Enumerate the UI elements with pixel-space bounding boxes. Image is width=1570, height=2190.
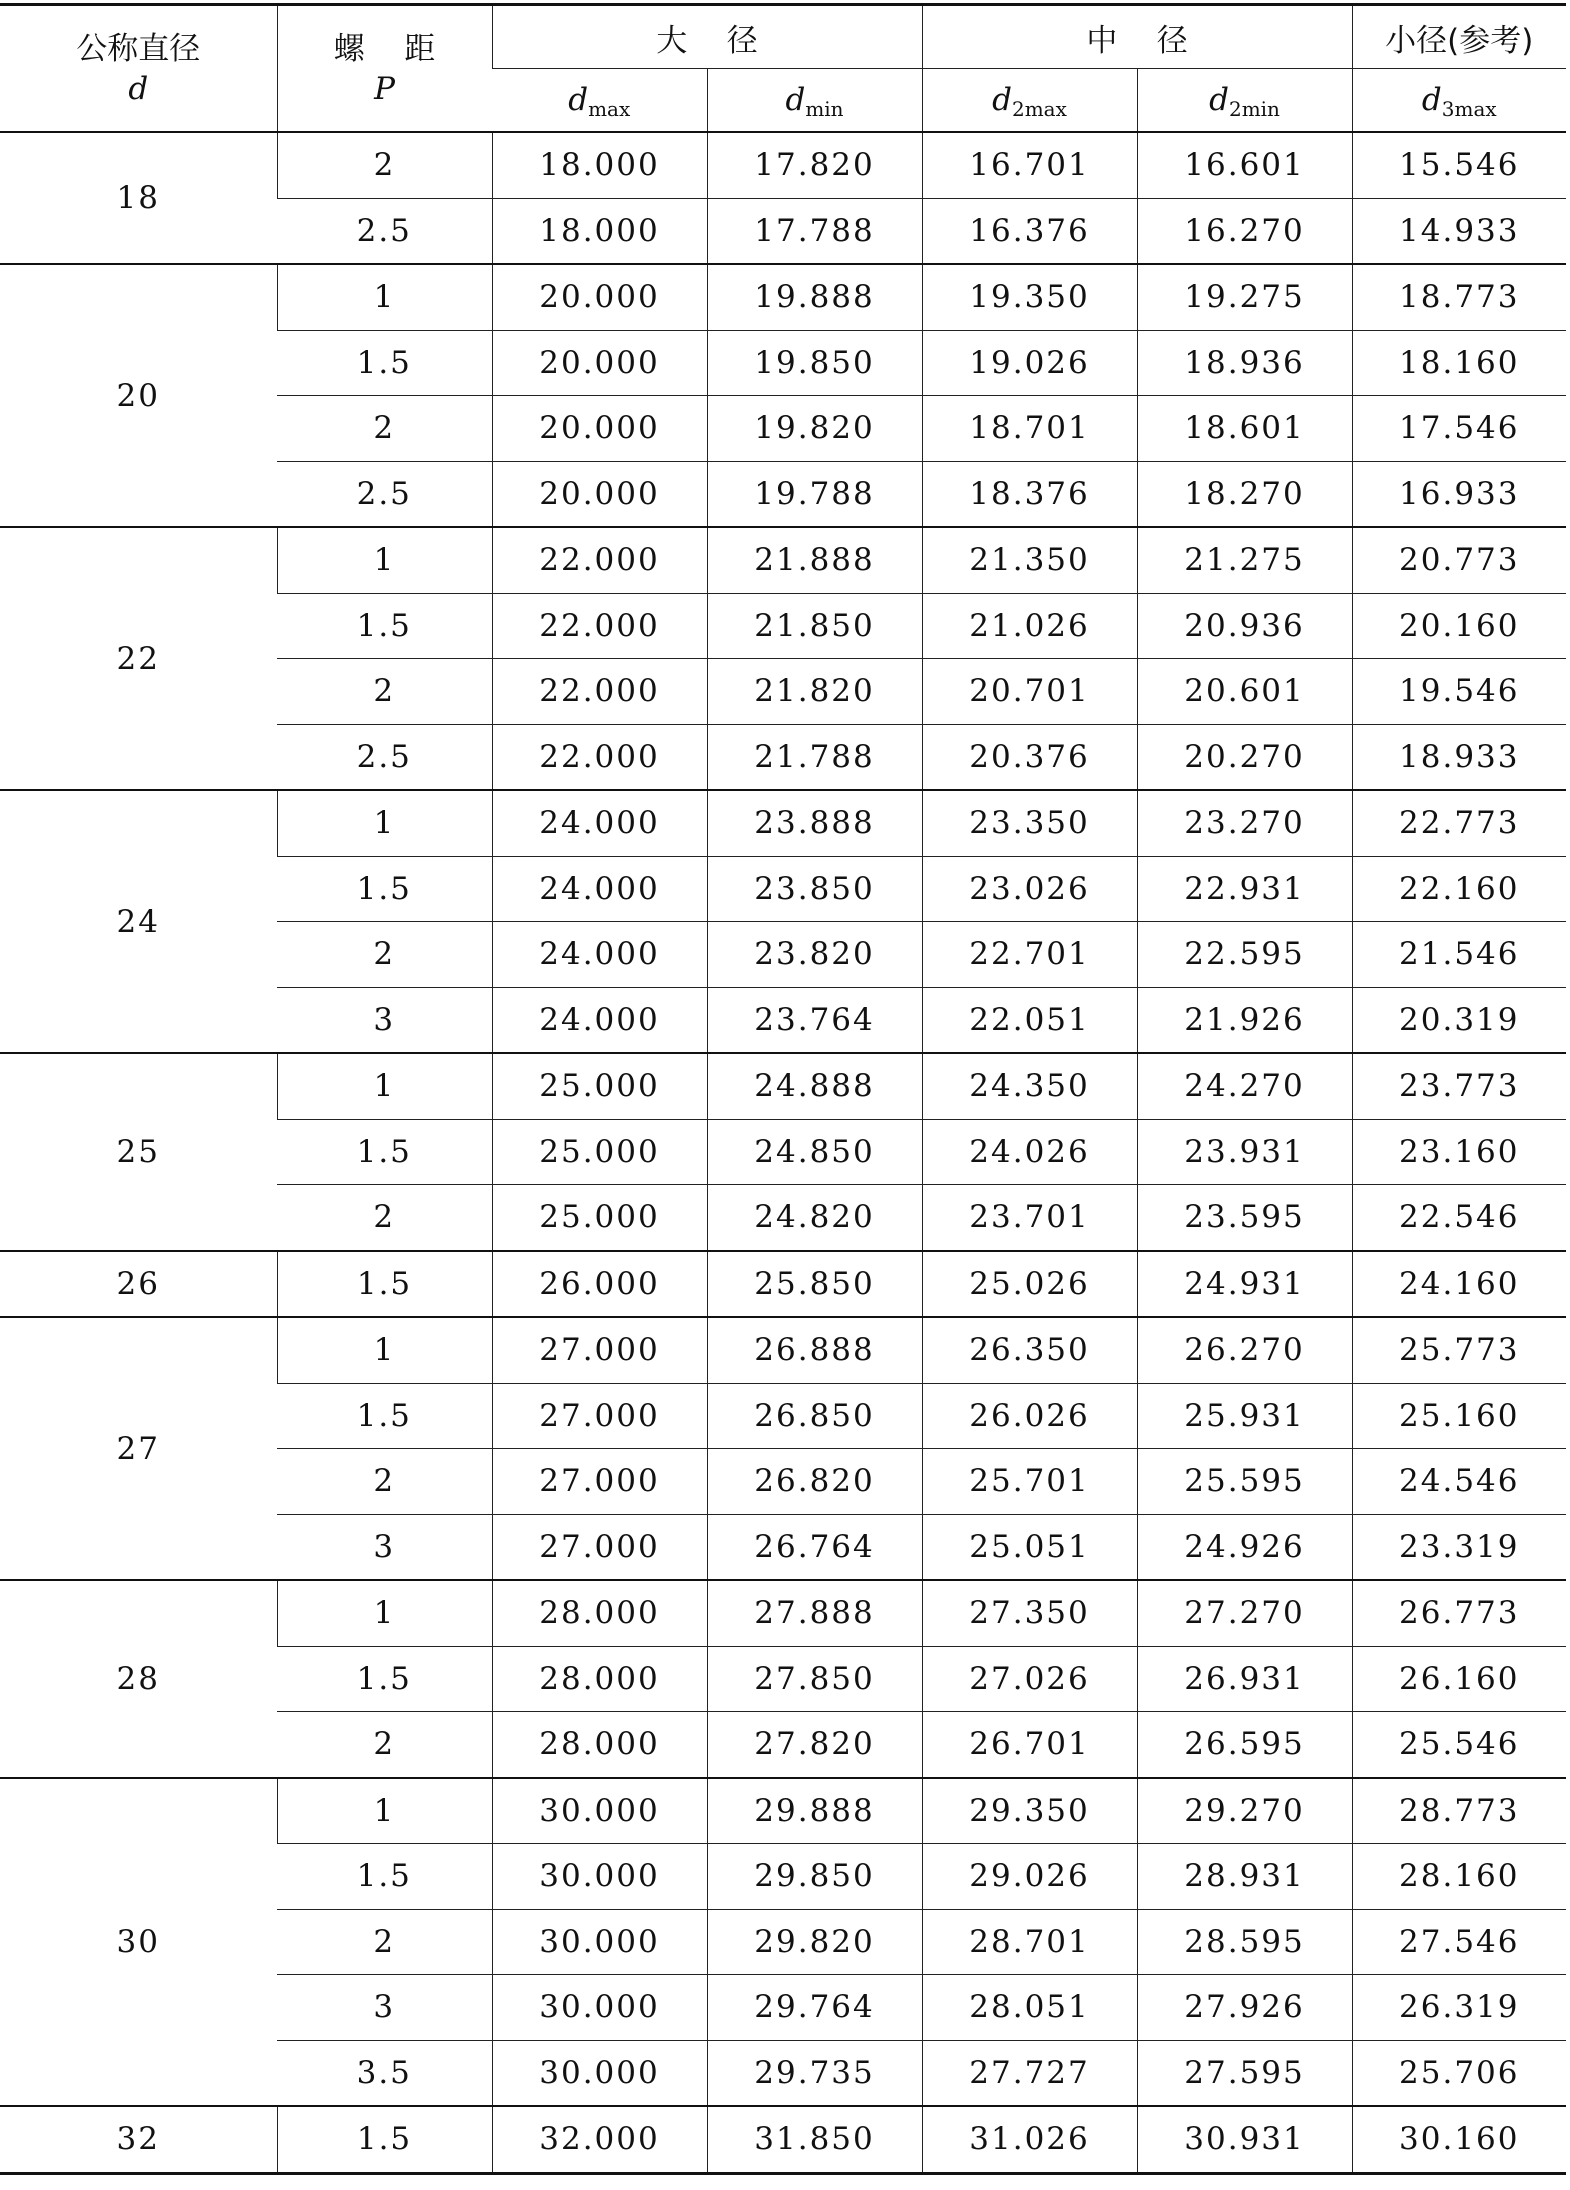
cell-d3max: 28.773 xyxy=(1352,1778,1566,1844)
cell-d3max: 20.160 xyxy=(1352,593,1566,659)
cell-d2min: 20.936 xyxy=(1137,593,1352,659)
cell-dmin: 27.850 xyxy=(707,1646,922,1712)
cell-dmax: 30.000 xyxy=(492,1844,707,1910)
cell-p: 2 xyxy=(277,922,492,988)
cell-p: 3 xyxy=(277,1514,492,1580)
cell-dmin: 17.820 xyxy=(707,132,922,198)
cell-p: 1.5 xyxy=(277,330,492,396)
cell-dmax: 18.000 xyxy=(492,198,707,264)
cell-p: 1 xyxy=(277,527,492,593)
cell-d2max: 29.026 xyxy=(922,1844,1137,1910)
header-pitch-label: 螺 距 xyxy=(333,30,436,67)
cell-dmin: 24.850 xyxy=(707,1119,922,1185)
cell-dmin: 19.820 xyxy=(707,396,922,462)
table-body xyxy=(0,132,1566,2173)
header-pitch-symbol: P xyxy=(374,70,395,107)
cell-d2max: 26.026 xyxy=(922,1383,1137,1449)
header-row-top xyxy=(0,5,1566,69)
header-dmin xyxy=(707,69,922,133)
cell-p: 3 xyxy=(277,987,492,1053)
cell-dmin: 19.888 xyxy=(707,264,922,330)
cell-dmin: 24.820 xyxy=(707,1185,922,1251)
header-d2max xyxy=(922,69,1137,133)
cell-dmin: 23.888 xyxy=(707,790,922,856)
header-d3max-subscript: 3max xyxy=(1441,97,1497,121)
table-row xyxy=(0,1053,1566,1119)
cell-dmax: 28.000 xyxy=(492,1646,707,1712)
cell-d2max: 29.350 xyxy=(922,1778,1137,1844)
cell-dmax: 20.000 xyxy=(492,461,707,527)
cell-d2max: 23.701 xyxy=(922,1185,1137,1251)
cell-dmax: 24.000 xyxy=(492,922,707,988)
cell-nominal-diameter: 20 xyxy=(0,264,277,527)
cell-p: 1.5 xyxy=(277,1251,492,1318)
header-d2min xyxy=(1137,69,1352,133)
cell-dmin: 25.850 xyxy=(707,1251,922,1318)
cell-d2min: 18.270 xyxy=(1137,461,1352,527)
cell-p: 3.5 xyxy=(277,2040,492,2106)
cell-dmin: 17.788 xyxy=(707,198,922,264)
cell-dmax: 30.000 xyxy=(492,1909,707,1975)
header-nominal-label: 公称直径 xyxy=(76,30,201,67)
cell-d3max: 17.546 xyxy=(1352,396,1566,462)
header-nominal-symbol: d xyxy=(128,70,149,107)
cell-p: 2 xyxy=(277,132,492,198)
table-row xyxy=(0,790,1566,856)
cell-nominal-diameter: 24 xyxy=(0,790,277,1053)
cell-dmax: 24.000 xyxy=(492,856,707,922)
cell-dmin: 29.764 xyxy=(707,1975,922,2041)
cell-d3max: 18.933 xyxy=(1352,724,1566,790)
cell-dmax: 24.000 xyxy=(492,987,707,1053)
cell-d2min: 23.931 xyxy=(1137,1119,1352,1185)
cell-dmin: 23.850 xyxy=(707,856,922,922)
table-header xyxy=(0,5,1566,133)
table-row xyxy=(0,2106,1566,2173)
cell-p: 1 xyxy=(277,1317,492,1383)
cell-nominal-diameter: 30 xyxy=(0,1778,277,2107)
cell-d2max: 16.376 xyxy=(922,198,1137,264)
cell-d2min: 16.601 xyxy=(1137,132,1352,198)
cell-d2min: 20.270 xyxy=(1137,724,1352,790)
cell-dmax: 25.000 xyxy=(492,1119,707,1185)
cell-d2min: 20.601 xyxy=(1137,659,1352,725)
cell-d3max: 14.933 xyxy=(1352,198,1566,264)
table-row xyxy=(0,1778,1566,1844)
cell-d3max: 23.160 xyxy=(1352,1119,1566,1185)
cell-p: 1.5 xyxy=(277,856,492,922)
cell-dmin: 26.850 xyxy=(707,1383,922,1449)
header-dmax-base: d xyxy=(568,82,589,118)
cell-dmin: 26.764 xyxy=(707,1514,922,1580)
cell-d3max: 15.546 xyxy=(1352,132,1566,198)
cell-dmin: 29.820 xyxy=(707,1909,922,1975)
header-d3max-base: d xyxy=(1421,82,1442,118)
cell-dmax: 20.000 xyxy=(492,330,707,396)
cell-dmax: 24.000 xyxy=(492,790,707,856)
header-minor-diameter: 小径(参考) xyxy=(1352,5,1566,69)
table-row xyxy=(0,132,1566,198)
cell-d2min: 26.931 xyxy=(1137,1646,1352,1712)
cell-dmin: 23.764 xyxy=(707,987,922,1053)
header-d2max-base: d xyxy=(992,82,1012,118)
cell-dmax: 30.000 xyxy=(492,1975,707,2041)
cell-d3max: 22.160 xyxy=(1352,856,1566,922)
cell-d3max: 23.773 xyxy=(1352,1053,1566,1119)
cell-d2min: 21.926 xyxy=(1137,987,1352,1053)
cell-p: 1 xyxy=(277,264,492,330)
cell-d2max: 27.350 xyxy=(922,1580,1137,1646)
cell-d2max: 26.350 xyxy=(922,1317,1137,1383)
cell-d2max: 21.350 xyxy=(922,527,1137,593)
cell-d2max: 24.026 xyxy=(922,1119,1137,1185)
table-row xyxy=(0,1317,1566,1383)
cell-dmax: 28.000 xyxy=(492,1712,707,1778)
cell-p: 1 xyxy=(277,790,492,856)
cell-d2min: 18.601 xyxy=(1137,396,1352,462)
cell-d2max: 28.051 xyxy=(922,1975,1137,2041)
cell-dmax: 22.000 xyxy=(492,593,707,659)
cell-d2min: 24.270 xyxy=(1137,1053,1352,1119)
cell-dmin: 21.820 xyxy=(707,659,922,725)
cell-dmin: 21.888 xyxy=(707,527,922,593)
cell-dmax: 28.000 xyxy=(492,1580,707,1646)
cell-d3max: 26.773 xyxy=(1352,1580,1566,1646)
cell-dmax: 27.000 xyxy=(492,1449,707,1515)
cell-d2min: 25.931 xyxy=(1137,1383,1352,1449)
cell-d2min: 21.275 xyxy=(1137,527,1352,593)
cell-d2max: 18.376 xyxy=(922,461,1137,527)
cell-d3max: 18.773 xyxy=(1352,264,1566,330)
thread-dimension-table xyxy=(0,3,1566,2175)
cell-nominal-diameter: 26 xyxy=(0,1251,277,1318)
cell-dmin: 23.820 xyxy=(707,922,922,988)
cell-d2max: 20.701 xyxy=(922,659,1137,725)
cell-d2max: 25.026 xyxy=(922,1251,1137,1318)
table-row xyxy=(0,264,1566,330)
cell-dmax: 20.000 xyxy=(492,264,707,330)
cell-p: 2 xyxy=(277,1909,492,1975)
cell-p: 3 xyxy=(277,1975,492,2041)
cell-dmax: 20.000 xyxy=(492,396,707,462)
cell-d3max: 24.546 xyxy=(1352,1449,1566,1515)
cell-dmin: 26.820 xyxy=(707,1449,922,1515)
cell-p: 1.5 xyxy=(277,2106,492,2173)
cell-p: 1.5 xyxy=(277,1646,492,1712)
cell-dmin: 29.735 xyxy=(707,2040,922,2106)
table-row xyxy=(0,527,1566,593)
cell-d2max: 23.350 xyxy=(922,790,1137,856)
cell-d2max: 22.051 xyxy=(922,987,1137,1053)
header-dmin-subscript: min xyxy=(805,97,844,121)
cell-d3max: 24.160 xyxy=(1352,1251,1566,1318)
table-row xyxy=(0,1580,1566,1646)
cell-nominal-diameter: 27 xyxy=(0,1317,277,1580)
cell-d3max: 20.319 xyxy=(1352,987,1566,1053)
cell-d2max: 19.026 xyxy=(922,330,1137,396)
cell-d2max: 25.701 xyxy=(922,1449,1137,1515)
cell-d3max: 25.706 xyxy=(1352,2040,1566,2106)
cell-d2max: 18.701 xyxy=(922,396,1137,462)
cell-d2min: 24.926 xyxy=(1137,1514,1352,1580)
cell-d3max: 19.546 xyxy=(1352,659,1566,725)
cell-p: 2 xyxy=(277,1185,492,1251)
cell-dmin: 19.788 xyxy=(707,461,922,527)
cell-d2max: 25.051 xyxy=(922,1514,1137,1580)
cell-d2max: 16.701 xyxy=(922,132,1137,198)
cell-dmin: 31.850 xyxy=(707,2106,922,2173)
cell-dmin: 19.850 xyxy=(707,330,922,396)
header-d2max-subscript: 2max xyxy=(1011,97,1067,121)
cell-dmin: 27.820 xyxy=(707,1712,922,1778)
cell-p: 2 xyxy=(277,396,492,462)
cell-d2min: 27.595 xyxy=(1137,2040,1352,2106)
cell-dmax: 27.000 xyxy=(492,1514,707,1580)
cell-d3max: 25.546 xyxy=(1352,1712,1566,1778)
cell-p: 1 xyxy=(277,1053,492,1119)
cell-d3max: 25.773 xyxy=(1352,1317,1566,1383)
cell-nominal-diameter: 32 xyxy=(0,2106,277,2173)
header-d2min-base: d xyxy=(1209,82,1229,118)
cell-dmax: 27.000 xyxy=(492,1317,707,1383)
cell-d2min: 18.936 xyxy=(1137,330,1352,396)
cell-d3max: 22.546 xyxy=(1352,1185,1566,1251)
cell-d2min: 22.595 xyxy=(1137,922,1352,988)
cell-dmax: 25.000 xyxy=(492,1053,707,1119)
cell-d3max: 21.546 xyxy=(1352,922,1566,988)
header-dmax-subscript: max xyxy=(588,97,631,121)
cell-p: 2.5 xyxy=(277,198,492,264)
header-d3max xyxy=(1352,69,1566,133)
cell-dmax: 25.000 xyxy=(492,1185,707,1251)
cell-d2min: 19.275 xyxy=(1137,264,1352,330)
cell-dmax: 26.000 xyxy=(492,1251,707,1318)
cell-p: 1.5 xyxy=(277,1844,492,1910)
cell-p: 2 xyxy=(277,1449,492,1515)
cell-d2min: 29.270 xyxy=(1137,1778,1352,1844)
cell-d2min: 28.595 xyxy=(1137,1909,1352,1975)
cell-d3max: 20.773 xyxy=(1352,527,1566,593)
header-major-diameter: 大 径 xyxy=(492,5,922,69)
header-nominal-diameter xyxy=(0,5,277,133)
cell-nominal-diameter: 22 xyxy=(0,527,277,790)
cell-d3max: 27.546 xyxy=(1352,1909,1566,1975)
header-pitch-diameter: 中 径 xyxy=(922,5,1352,69)
cell-d3max: 28.160 xyxy=(1352,1844,1566,1910)
cell-nominal-diameter: 25 xyxy=(0,1053,277,1251)
cell-p: 2 xyxy=(277,659,492,725)
cell-d2max: 19.350 xyxy=(922,264,1137,330)
cell-d3max: 18.160 xyxy=(1352,330,1566,396)
cell-d2min: 24.931 xyxy=(1137,1251,1352,1318)
cell-d3max: 16.933 xyxy=(1352,461,1566,527)
cell-dmin: 29.888 xyxy=(707,1778,922,1844)
cell-d2max: 21.026 xyxy=(922,593,1137,659)
cell-d2min: 27.926 xyxy=(1137,1975,1352,2041)
cell-dmax: 30.000 xyxy=(492,2040,707,2106)
cell-d2max: 23.026 xyxy=(922,856,1137,922)
cell-p: 1 xyxy=(277,1778,492,1844)
cell-d3max: 26.160 xyxy=(1352,1646,1566,1712)
cell-d2max: 31.026 xyxy=(922,2106,1137,2173)
cell-p: 2.5 xyxy=(277,724,492,790)
cell-d3max: 25.160 xyxy=(1352,1383,1566,1449)
cell-dmin: 21.850 xyxy=(707,593,922,659)
cell-dmax: 18.000 xyxy=(492,132,707,198)
cell-dmin: 26.888 xyxy=(707,1317,922,1383)
cell-d3max: 23.319 xyxy=(1352,1514,1566,1580)
cell-nominal-diameter: 28 xyxy=(0,1580,277,1778)
cell-dmax: 22.000 xyxy=(492,724,707,790)
cell-d3max: 30.160 xyxy=(1352,2106,1566,2173)
cell-dmax: 22.000 xyxy=(492,527,707,593)
cell-d2min: 23.270 xyxy=(1137,790,1352,856)
cell-p: 1.5 xyxy=(277,1383,492,1449)
cell-d2max: 26.701 xyxy=(922,1712,1137,1778)
cell-d2max: 22.701 xyxy=(922,922,1137,988)
cell-d2min: 28.931 xyxy=(1137,1844,1352,1910)
cell-dmax: 27.000 xyxy=(492,1383,707,1449)
cell-d2min: 22.931 xyxy=(1137,856,1352,922)
cell-p: 1.5 xyxy=(277,593,492,659)
header-dmin-base: d xyxy=(785,82,806,118)
cell-dmin: 27.888 xyxy=(707,1580,922,1646)
cell-d2min: 16.270 xyxy=(1137,198,1352,264)
cell-dmax: 30.000 xyxy=(492,1778,707,1844)
cell-p: 1.5 xyxy=(277,1119,492,1185)
cell-dmax: 32.000 xyxy=(492,2106,707,2173)
cell-d2min: 26.595 xyxy=(1137,1712,1352,1778)
cell-dmin: 24.888 xyxy=(707,1053,922,1119)
cell-p: 2 xyxy=(277,1712,492,1778)
cell-d2min: 23.595 xyxy=(1137,1185,1352,1251)
cell-dmin: 29.850 xyxy=(707,1844,922,1910)
cell-dmax: 22.000 xyxy=(492,659,707,725)
cell-d3max: 26.319 xyxy=(1352,1975,1566,2041)
cell-nominal-diameter: 18 xyxy=(0,132,277,264)
cell-d2max: 27.026 xyxy=(922,1646,1137,1712)
header-dmax xyxy=(492,69,707,133)
cell-d2max: 24.350 xyxy=(922,1053,1137,1119)
table-row xyxy=(0,1251,1566,1318)
cell-d2min: 25.595 xyxy=(1137,1449,1352,1515)
cell-p: 1 xyxy=(277,1580,492,1646)
cell-d2min: 27.270 xyxy=(1137,1580,1352,1646)
cell-p: 2.5 xyxy=(277,461,492,527)
cell-d2min: 26.270 xyxy=(1137,1317,1352,1383)
header-pitch xyxy=(277,5,492,133)
header-d2min-subscript: 2min xyxy=(1228,97,1280,121)
cell-d2max: 20.376 xyxy=(922,724,1137,790)
cell-d3max: 22.773 xyxy=(1352,790,1566,856)
cell-d2min: 30.931 xyxy=(1137,2106,1352,2173)
cell-dmin: 21.788 xyxy=(707,724,922,790)
cell-d2max: 27.727 xyxy=(922,2040,1137,2106)
cell-d2max: 28.701 xyxy=(922,1909,1137,1975)
